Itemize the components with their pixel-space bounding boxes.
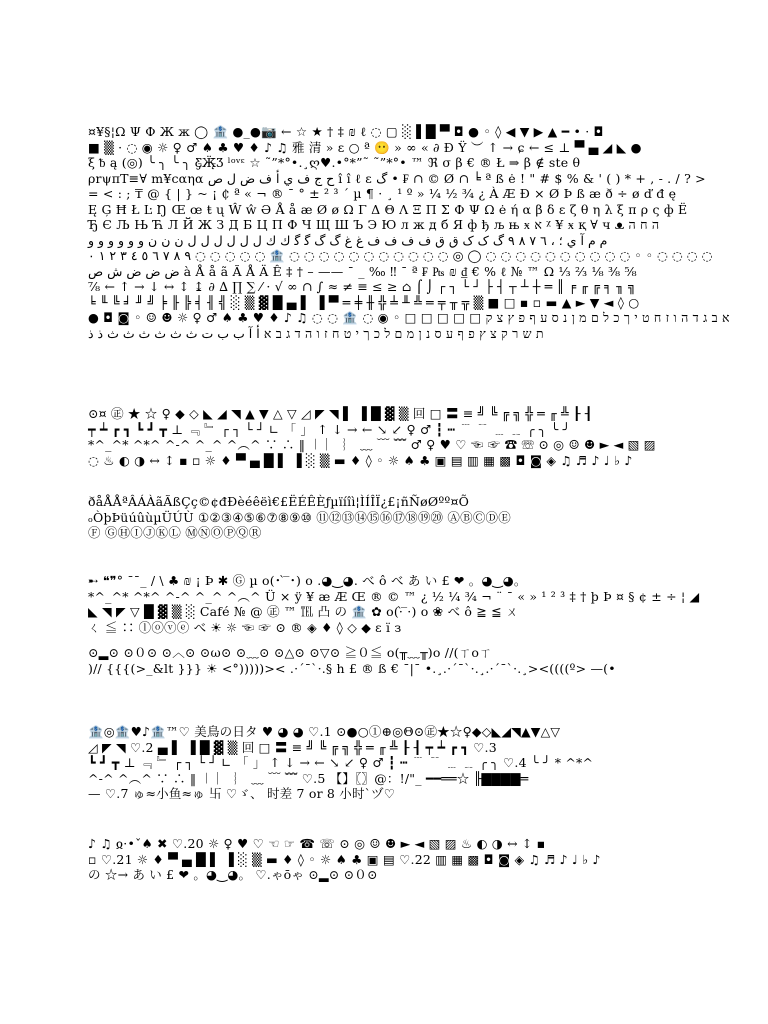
symbol-line: ┯ ┷ ┏ ┓ ┗ ┛ ┳ ⊥ ﹃ ﹄ ┌ ┐ └ ┘ ∟ 「 」 ↑ ↓ → ← ↘ ↙ ♀ ♂ ┇ ┅ ﹉ ﹊ ﹍ ﹎ ╭ ╮ ╰ ╯	[88, 421, 571, 437]
symbol-line: ^-^ ^︵^ ∵ ∴ ‖ ︱ ︳ ︴ ﹏ ﹋ ﹌ ♡.5 【】〖〗@：!/"_ ━━══☆ ╟▇▇▇▇═	[88, 770, 529, 786]
symbol-line: *^_^* ^*^ ^-^ ^_^ ^︵^ Ü × ÿ ¥ æ Æ Œ ® © ™ ¿ ½ ¼ ¾ ¬ ¨ ¯ « » ¹ ² ³ ‡ † þ Þ ¤ § ¢ ± ÷ ¦ ◢	[88, 588, 700, 604]
symbol-line: ▫ ♡.21 ☼ ♦ ▀ ▄ █ ▌ ▐ ░ ▒ ▬ ♦ ◊ ◦ ☼ ♠ ♣ ▣ ▤ ♡.22 ▥ ▦ ▩ ◘ ◙ ◈ ♫ ♬ ♪ ♩ ♭ ♪	[88, 851, 601, 867]
symbol-line: の ☆→ あ い £ ❤ 。◕‿◕。 ♡.ゃōゃ ⊙▂⊙ ⊙０⊙	[88, 867, 378, 882]
symbol-line: ₒÒþÞüúûùµÜÚÙ ①②③④⑤⑥⑦⑧⑨⑩ ⑪⑫⑬⑭⑮⑯⑰⑱⑲⑳ ⒶⒷⒸⒹⒺ	[88, 509, 511, 525]
symbol-line: ╘ ╙ ╚ ╛ ╜ ╝ ╞ ╟ ╠ ╡ ╢ ╣ ░ ▒ ▓ █ ▄ ▌ ▐ ▀ ═ ╪ ╫ ╬ ╧ ╨ ╩ ═ ╤ ╥ ╦ ▒ ■ □ ▪ ▫ ▬ ▲ ► ▼ ◄ ◊ ○	[88, 294, 640, 310]
symbol-line: ◌ ♨ ◐ ◑ ↔ ↕ ▪ ▫ ☼ ♦ ▀ ▄ █ ▌ ▐ ░ ▒ ▬ ♦ ◊ ◦ ☼ ♠ ♣ ▣ ▤ ▥ ▦ ▩ ◘ ◙ ◈ ♫ ♬ ♪ ♩ ♭ ♪	[88, 452, 633, 468]
symbol-block-3	[88, 494, 680, 541]
symbol-line: Ę Ģ Ħ Ł Ŀ Ŋ Œ œ ŧ ų Ŵ ŵ Ə Å å æ Ø ø Ω Γ Δ Θ Λ Ξ Π Σ Φ Ψ Ω ė ή α β δ ε ζ θ η λ ξ π ρ ς ф Ё	[88, 201, 688, 217]
symbol-line: ת ש ר ק צ ץ פ ף ע ס נ ן מ ם ל כ ך י ט ח ז ו ה ד ג ב א ﺃ ﺁ ﺏ ﺏ ﺕ ﺙ ﺙ ﺙ ﺙ ﺙ ﺙ ﺫ ﺫ	[88, 325, 544, 341]
symbol-line: Ⓕ ⒼⒽⒾⒿⓀⓁ ⓂⓃⓄⓅⓆⓇ	[88, 525, 262, 540]
symbol-block-4	[88, 573, 700, 635]
symbol-line: ● ◘ ◙ ◦ ☺ ☻ ☼ ♀ ♂ ♠ ♣ ♥ ♦ ♪ ♫ ◌ ◌ 🏦 ◌ ◉ ◦ □ □ □ □ □ א ב ג ד ה ו ז ח ט י ך כ ל ם מ ן נ ס ע ף פ ץ צ ק	[88, 310, 730, 325]
symbol-line: ðåÅÅªÂÁÀãÃßÇç©¢đÐèéêëì€£ËÉÊÈƒµïíîì¦ÌÍÎÏ¿£¡ñÑøØºº¤Õ	[88, 494, 470, 509]
symbol-line: ¤¥§¦Ω Ψ Φ Ж ж ◯ 🏦 ●_●📷 ← ☆ ★ † ‡ ₪ ℓ ◌ ▢ ░ ▌█ ▀ ◘ ● ◦ ◊ ◀ ▼ ▶ ▲ ━ • · ◘	[88, 124, 604, 139]
symbol-line: Ђ Є Љ Њ Ћ Л Й Ж З Д Б Ц П Ф Ч Щ Ш Ъ Э Ю л ж д б Я ф ђ љ њ ӿ א ᵡ ¥ ӿ қ ∀ ч ᴥ ה ח ה	[88, 217, 660, 232]
symbol-line: ٩ ٨ ٧ ٦ ٥ ٤ ٣ ٢ ١ ٠ ◌ ◌ ◌ ◌ ◌ 🏦 ◌ ◌ ◌ ◌ ◌ ◌ ◌ ◌ ◌ ◌ ◌ ◎ ◯ ◌ ◌ ◌ ◌ ◌ ◌ ◌ ◌ ◌ ◌ ◦ ◦ ◌ ◌ ◌ ◌	[88, 248, 713, 263]
symbol-line: ㄑ ≦ ∷ ⓛⓞⓥⓔ べ ☀ ☼ ☜ ☞ ⊙ ® ◈ ♦ ◊ ◇ ◆ ε ї з	[88, 619, 402, 635]
symbol-block-1	[88, 124, 730, 341]
symbol-line: ⊙▂⊙ ⊙０⊙ ⊙︿⊙ ⊙ω⊙ ⊙﹏⊙ ⊙△⊙ ⊙▽⊙ ≧０≦ o(╥﹏╥)o //(ㄒoㄒ	[88, 645, 492, 660]
symbol-line: ⅞ ← ↑ → ↓ ↔ ↕ ↨ ∂ ∆ ∏ ∑ ⁄ · √ ∞ ∩ ∫ ≈ ≠ ≡ ≤ ≥ ⌂ ⌠ ⌡ ┌ ┐ └ ┘ ├ ┤ ┬ ┴ ┼ ═ ║ ╒ ╓ ╔ ╕ ╖ ╗	[88, 279, 636, 294]
symbol-line: ⊙¤ ㊣ ★ ☆ ♀ ◆ ◇ ◣ ◢ ◥ ▲ ▼ △ ▽ ◿ ◤ ◥ ▌ ▐ █ ▓ ▒ 回 □ 〓 ≡ ╝ ╚ ╔ ╗ ╬ ═ ╓ ╩ ┠ ┨	[88, 406, 593, 421]
symbol-line: 🏦◎🏦♥♪🏦™♡ 美鳥の日タ ♥ ◕ ◕ ♡.1 ⊙●○①⊕◎Θ⊙㊣★☆♀◆◇◣◢◥▲▼△▽	[88, 724, 561, 739]
symbol-line: ♪ ♫ ჲ·•ˇ♠ ✖ ♡.20 ☼ ♀ ♥ ♡ ☜ ☞ ☎ ☏ ⊙ ◎ ☺ ☻ ► ◄ ▧ ▨ ♨ ◐ ◑ ↔ ↕ ▪	[88, 836, 546, 851]
symbol-block-6	[88, 724, 680, 802]
symbol-line: ➸ ❝❞° ¯¯_ / \ ♣ ₪ ¡ Þ ✱ Ⓖ µ o(･ ̀ ̅･) o .◕‿◕. べ ô べ あ い £ ❤ 。◕‿◕。	[88, 573, 527, 588]
symbol-line: ﻡ ﻡ ﺁ ﻱ ؛ ، ٦ ٧ ٨ ٩ گ ک ک ﻕ ﻕ ﻑ ﻑ ﻑ ﻑ ﻍ ﻍ ﮒ ﮒ ﮔ ﮔ ﻙ ﻙ ﻝ ﻝ ﻝ ﻝ ﻝ ﻝ ﻥ ﻥ ﻥ ﻭ ﻭ ﻭ ﻭ ﻭ ﻭ	[88, 232, 608, 248]
symbol-line: ┗ ┛ ┳ ⊥ ﹃ ﹄ ┌ ┐ └ ┘ ∟ 「 」 ↑ ↓ → ← ↘ ↙ ♀ ♂ ┇ ┅ ﹉ ﹊ ﹍ ﹎ ╭ ╮ ♡.4 ╰ ╯ * ^*^	[88, 755, 594, 770]
symbol-line: ﺽ ﺽ ﺽ ﺵ ﺹ à Å å ã Ã Å Ä Ê ‡ † – —— ¯ _ ‰ ‼ ¯ ª ₣ ₧ ₪ ₫ € % ℓ № ™ Ω ⅓ ⅔ ⅛ ⅜ ⅝	[88, 263, 637, 279]
symbol-line: ■ ▒ · ◌ ◉ ☼ ♀ ♂ ♠ ♣ ♥ ♦ ♪ ♫ 雅 清 » ɛ ○ ª 😶 » ∞ « ∂ Ð Ÿ ︶ ↑ → ɕ ← ≤ ⊥ ▀ ▄ ◢ ◣ ●	[88, 139, 642, 155]
symbol-line: ξ ᵬ ą (◎) ╰ ╮ ╰ ╮ Ƹ̵̡Ӝ̵̨̄Ʒ ˡᵒᵛᵋ ☆ ˜”*°•.¸ღ♥.•°*”˜ ˜”*°• ™ ℜ σ β € ® Ł ⇒ β ∉ ste θ	[88, 155, 581, 170]
symbol-line: *^_^* ^*^ ^-^ ^_^ ^︵^ ∵ ∴ ‖ ︱ ︳ ︴ ﹏ ﹋ ﹌ ♂ ♀ ♥ ♡ ☜ ☞ ☎ ☏ ⊙ ◎ ☺ ☻ ► ◄ ▧ ▨	[88, 437, 656, 452]
symbol-block-7	[88, 836, 680, 883]
symbol-line: )// {{{(>_&lt }}} ☀ <°)))))>< .·´¯`·.§ h £ ® ß € ¯|¯ •.¸.·´¯`·.¸.·´¯`·.¸><((((º> —(•	[88, 660, 616, 676]
symbol-line: = < : ; ₸ @ { | } ~ ¡ ₵ ª « ¬ ® ¯ ° ± ² ³ ´ µ ¶ · ¸ ¹ º » ¼ ½ ¾ ¿ À Æ Ð × Ø Þ ß æ ð ÷ ø ď đ ę	[88, 186, 677, 201]
symbol-line: ◣ ◥ ◤ ▽ █ ▓ ▒ ░ Café № @ ㊣ ™ ℡ 凸 の 🏦 ✿ o(·̀ ̅·) o ❀ べ ô ≧ ≦ ㄨ	[88, 604, 519, 619]
symbol-block-2	[88, 406, 680, 468]
symbol-line: ◿ ◤ ◥ ♡.2 ▄ ▌ ▐ █ ▓ ▒ 回 □ 〓 ≡ ╝ ╚ ╔ ╗ ╬ ═ ╓ ╩ ┠ ┨ ┯ ┷ ┏ ┓ ♡.3	[88, 739, 497, 755]
symbol-block-5	[88, 645, 680, 676]
symbol-line: — ♡.7 ゅ≈小鱼≈ゅ 卐 ♡ゞ、 时差 7 or 8 小时`ヅ♡	[88, 786, 396, 801]
symbol-line: ρrψπT≡∀ m¥cαηα ﺡ ﺝ ﻑ ﻱ ﺃ ﻑ ﺽ ﻝ ﺹ î î ℓ ε گ • ₣ ∩ © Ø ∩ ╘ ª ß ė ! " # $ % & ' ( ) * + , - . / ? >	[88, 170, 706, 186]
